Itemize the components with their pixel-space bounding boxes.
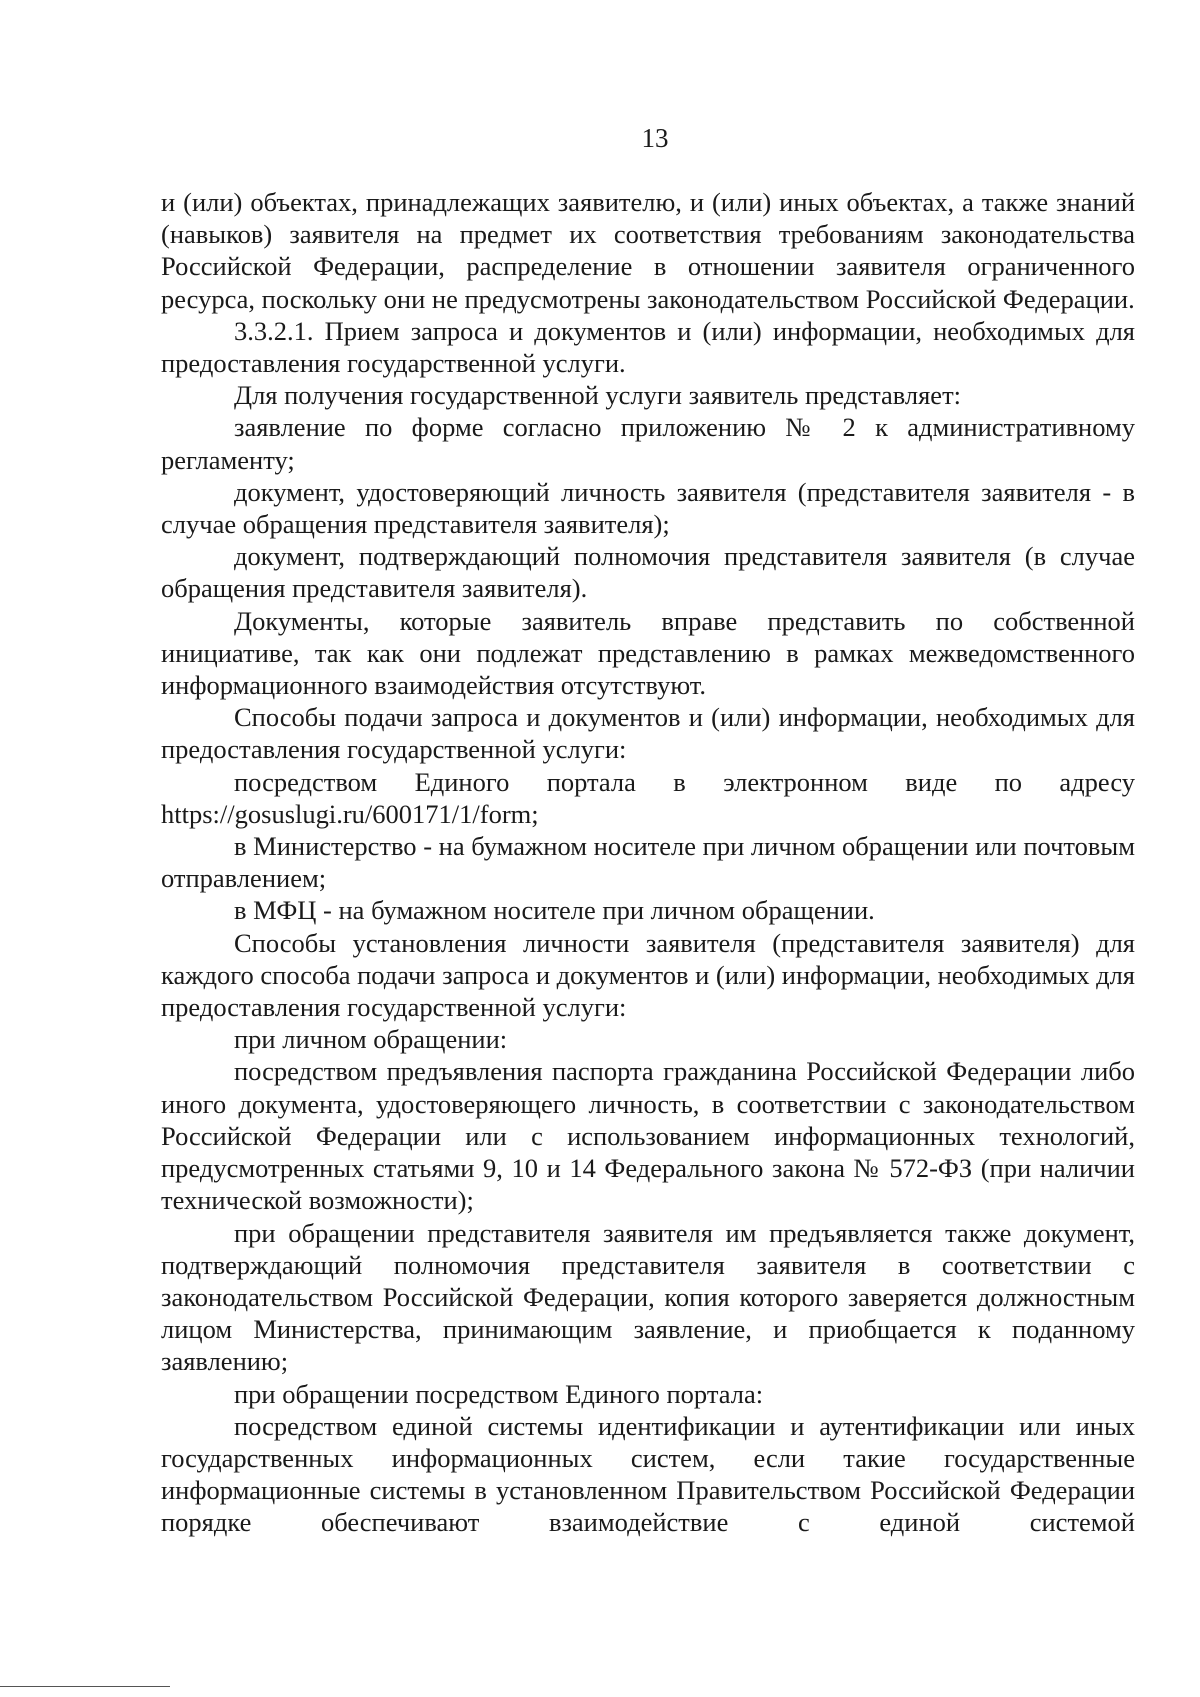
paragraph-submission-methods: Способы подачи запроса и документов и (или) информации, необходимых для предоставления государственной услуги:: [161, 702, 1135, 765]
page-number: 13: [641, 123, 669, 153]
list-item-identity-document: документ, удостоверяющий личность заявителя (представителя заявителя - в случае обращения представителя заявителя);: [161, 476, 1135, 540]
scan-edge-line: [0, 1686, 170, 1687]
list-item-in-person: при личном обращении:: [234, 1024, 508, 1055]
list-item-ministry: в Министерство - на бумажном носителе при личном обращении или почтовым отправлением;: [161, 831, 1135, 894]
list-item-application: заявление по форме согласно приложению № 2 к административному регламенту;: [161, 412, 1135, 475]
list-item-mfc: в МФЦ - на бумажном носителе при личном обращении.: [234, 895, 875, 926]
paragraph-representative: при обращении представителя заявителя им предъявляется также документ, подтверждающий полномочия представителя заявителя в соответствии с законодательством Российской Федерации, копия которого заверяется должностным лицом Министерства, принимающим заявление, и приобщается к поданному заявлению;: [161, 1217, 1135, 1377]
paragraph-optional-documents: Документы, которые заявитель вправе представить по собственной инициативе, так как они подлежат представлению в рамках межведомственного информационного взаимодействия отсутствуют.: [161, 605, 1135, 701]
list-item-via-portal: при обращении посредством Единого портала:: [234, 1378, 764, 1409]
paragraph-section-3-3-2-1: 3.3.2.1. Прием запроса и документов и (или) информации, необходимых для предоставления государственной услуги.: [161, 315, 1135, 379]
document-body: [161, 186, 1135, 1539]
paragraph-applicant-submits: Для получения государственной услуги заявитель представляет:: [234, 380, 962, 411]
paragraph-esia: посредством единой системы идентификации и аутентификации или иных государственных информационных систем, если такие государственные информационные системы в установленном Правительством Российской Федерации порядке обеспечивают взаимодействие с единой системой: [161, 1410, 1135, 1538]
list-item-authority-document: документ, подтверждающий полномочия представителя заявителя (в случае обращения представителя заявителя).: [161, 541, 1135, 604]
paragraph-passport-presentation: посредством предъявления паспорта гражданина Российской Федерации либо иного документа, удостоверяющего личность, в соответствии с законодательством Российской Федерации или с использованием информационных технологий, предусмотренных статьями 9, 10 и 14 Федерального закона № 572-ФЗ (при наличии технической возможности);: [161, 1056, 1135, 1216]
paragraph-continuation: и (или) объектах, принадлежащих заявителю, и (или) иных объектах, а также знаний (навыков) заявителя на предмет их соответствия требованиям законодательства Российской Федерации, распределение в отношении заявителя ограниченного ресурса, поскольку они не предусмотрены законодательством Российской Федерации.: [161, 187, 1135, 314]
list-item-unified-portal: посредством Единого портала в электронном виде по адресу https://gosuslugi.ru/600171/1/form;: [161, 766, 1135, 829]
paragraph-identification-methods: Способы установления личности заявителя (представителя заявителя) для каждого способа подачи запроса и документов и (или) информации, необходимых для предоставления государственной услуги:: [161, 927, 1135, 1023]
